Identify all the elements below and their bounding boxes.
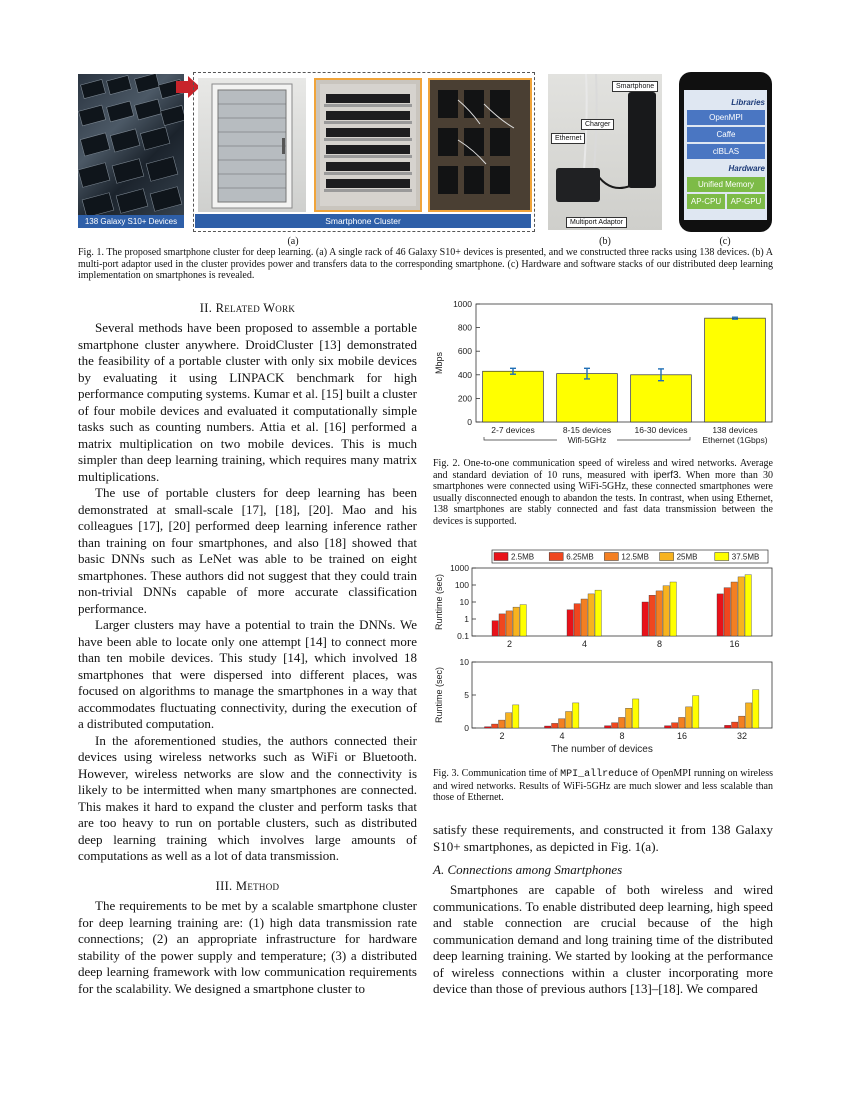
x-tick-label: 2 <box>499 731 505 741</box>
phones-illustration <box>78 74 184 228</box>
y-tick-label: 0.1 <box>457 631 469 641</box>
ethernet-tag: Ethernet <box>551 133 585 144</box>
section-method-heading <box>78 879 417 894</box>
ap-cpu-box: AP-CPU <box>687 194 725 209</box>
paragraph: Larger clusters may have a potential to train the DNNs. We have been able to locate only one attempt [14] to connect more than ten mobile devices. This study [14], which involved 18 smartphones that were dispersed into different places, was focused on algorithms to manage the smartphones in a way that accommodates fluctuating connectivity, during the execution of a distributed computation. <box>78 617 417 731</box>
x-tick-label: 32 <box>736 731 748 741</box>
fig3-caption <box>433 768 773 804</box>
y-tick-label: 200 <box>457 393 472 404</box>
y-tick-label: 1000 <box>453 299 472 309</box>
hardware-title: Hardware <box>728 164 765 173</box>
bar <box>642 602 648 636</box>
legend-swatch <box>715 553 729 561</box>
bar <box>731 582 737 636</box>
bar <box>566 712 572 729</box>
x-tick-label: 8 <box>656 639 663 649</box>
caption-code: MPI_allreduce <box>560 769 639 780</box>
x-tick-label: 16 <box>729 639 740 649</box>
subfig-b-label: (b) <box>599 236 611 247</box>
x-tick-label: 138 devices <box>712 425 758 435</box>
bar <box>665 726 671 728</box>
x-tick-label: 2-7 devices <box>491 425 535 435</box>
libraries-title: Libraries <box>731 98 765 107</box>
legend-label: 37.5MB <box>731 552 760 562</box>
caption-text: . When more than 30 smartphones were connected using WiFi-5GHz, these connected smartphones were usually disconnected enough to abandon the tests. In contrast, when using Ethernet, 138 smartphones are stably connected and fast data transmission between the devices is supported. <box>433 469 773 527</box>
bar <box>492 724 498 728</box>
shelf-closeup-photo <box>428 78 532 212</box>
rack-photo <box>198 78 306 212</box>
legend-swatch <box>660 553 674 561</box>
bar <box>567 610 573 636</box>
bar <box>552 723 558 728</box>
bar <box>520 605 526 636</box>
y-tick-label: 600 <box>457 346 472 357</box>
bar <box>506 611 512 636</box>
caption-tool: iperf3 <box>653 469 679 481</box>
rack-open-photo <box>314 78 422 212</box>
figure-3-chart <box>430 544 780 764</box>
y-tick-label: 10 <box>459 657 469 667</box>
paragraph: Smartphones are capable of both wireless and wired communications. To enable distributed deep learning, high speed and stable connection are crucial because of the high communication demand and long training time of the distributed deep learning training. We started by looking at the performance of wireless connections within a cluster incorporating more device than those of previous authors [13]–[18]. We compared <box>433 882 773 996</box>
legend-label: 12.5MB <box>621 552 649 562</box>
bar <box>588 594 594 636</box>
figure-1 <box>78 72 773 248</box>
bar <box>499 720 505 728</box>
paragraph: Several methods have been proposed to assemble a portable smartphone cluster anywhere. DroidCluster [13] demonstrated the feasibility of a portable cluster with only six mobile devices by evaluating it using LINPACK benchmark for high performance computing systems. Kumar et al. [15] built a cluster of four mobile devices and evaluated it computationally simple tasks such as counting numbers. Attia et al. [16] performed a matrix multiplication on two mobile devices. This is much simpler than deep learning training, which requires many matrix multiplications. <box>78 320 417 484</box>
bar <box>746 703 752 728</box>
y-tick-label: 5 <box>464 690 469 700</box>
caption-text: Fig. 3. Communication time of <box>433 768 561 779</box>
legend-label: 25MB <box>676 552 698 562</box>
y-axis-label: Runtime (sec) <box>434 573 444 631</box>
adaptor-illustration <box>548 74 662 230</box>
bar <box>738 577 744 636</box>
paragraph: The use of portable clusters for deep learning has been demonstrated at small-scale [17], [18], [20]. Mao and his colleagues [17], [20] performed deep learning inference rather than training on four smartphones, and also [18] showed that basic DNNs such as LeNet was able to be trained on eight smartphones. These authors did not suggest that they could train non-trivial DNNs capable of more accurate classification performance. <box>78 485 417 616</box>
x-tick-label: 16-30 devices <box>634 425 688 435</box>
caption-text: of OpenMPI running on wireless and wired networks. Results of WiFi-5GHz are much slower and less scalable than those of Ethernet. <box>433 768 773 804</box>
section-number: II. <box>199 301 216 315</box>
method-body <box>78 898 417 997</box>
figure-2-chart <box>430 296 780 454</box>
bar <box>633 699 639 728</box>
related-work-body <box>78 320 417 865</box>
clblas-box: clBLAS <box>687 144 765 159</box>
y-axis-label: Runtime (sec) <box>434 666 444 724</box>
charger-tag: Charger <box>581 119 614 130</box>
legend-label: 6.25MB <box>566 552 594 562</box>
bar <box>717 594 723 636</box>
connections-body <box>433 882 773 998</box>
bar <box>557 374 618 422</box>
legend-swatch <box>549 553 563 561</box>
y-tick-label: 400 <box>457 369 472 380</box>
bar <box>693 696 699 728</box>
x-tick-label: 4 <box>581 639 588 649</box>
bar <box>705 318 766 422</box>
multiport-tag: Multiport Adaptor <box>566 217 627 228</box>
bar <box>513 705 519 728</box>
bar <box>739 716 745 728</box>
paragraph: In the aforementioned studies, the authors connected their devices using wireless networks such as WiFi or Bluetooth. However, wireless networks are slow and the connectivity is likely to be intermitted when many smartphones are connected. This makes it hard to expand the cluster and perform tasks that are too heavy to run on portable clusters, such as distributed deep learning training which involves large amounts of computations as well as a lot of data transmission. <box>78 732 417 863</box>
stack-diagram <box>679 72 772 232</box>
bar <box>506 713 512 728</box>
fig1-caption: Fig. 1. The proposed smartphone cluster for deep learning. (a) A single rack of 46 Galaxy S10+ devices is presented, and we constructed three racks using 138 devices. (b) A multi-port adaptor used in the cluster provides power and transfers data to the corresponding smartphone. (c) Hardware and software stacks of our distributed deep learning implementation on smartphones is revealed. <box>78 247 773 282</box>
y-tick-label: 1000 <box>450 563 469 573</box>
smartphone-tag: Smartphone <box>612 81 658 92</box>
paragraph: The requirements to be met by a scalable smartphone cluster for deep learning training are: (1) high data transmission rate connections; (2) an appropriate infrastructure for hardware stability of the power supply and temperature; (3) a distributed deep learning framework with low communication requirements for the scalability. We designed a smartphone cluster to <box>78 898 417 996</box>
group-label: Ethernet (1Gbps) <box>702 435 768 445</box>
bar <box>670 582 676 636</box>
y-tick-label: 100 <box>454 580 469 590</box>
legend-label: 2.5MB <box>511 552 535 562</box>
bar <box>686 707 692 728</box>
bar <box>573 703 579 728</box>
bar <box>619 717 625 728</box>
x-tick-label: 4 <box>559 731 565 741</box>
bar <box>631 375 692 422</box>
bar <box>745 575 751 636</box>
bar <box>492 621 498 636</box>
subfig-c-label: (c) <box>719 236 731 247</box>
openmpi-box: OpenMPI <box>687 110 765 125</box>
bar <box>581 599 587 636</box>
section-title: Method <box>235 879 280 893</box>
bar <box>483 371 544 422</box>
section-title: Related Work <box>215 301 296 315</box>
y-tick-label: 800 <box>457 322 472 333</box>
bar <box>485 727 491 728</box>
bar <box>649 595 655 636</box>
cluster-label: Smartphone Cluster <box>195 214 531 228</box>
x-tick-label: 16 <box>676 731 688 741</box>
fig2-caption <box>433 458 773 528</box>
bar <box>656 591 662 636</box>
section-number: III. <box>215 879 236 893</box>
group-label: Wifi-5GHz <box>567 435 607 445</box>
y-axis-label: Mbps <box>434 351 444 375</box>
x-tick-label: 8 <box>619 731 625 741</box>
bar <box>574 604 580 636</box>
bar <box>679 717 685 728</box>
y-tick-label: 0 <box>464 723 469 733</box>
x-tick-label: 2 <box>506 639 513 649</box>
section-related-work-heading <box>78 301 417 316</box>
continuation-body <box>433 822 773 855</box>
bar <box>753 690 759 728</box>
bar <box>559 719 565 728</box>
paragraph: satisfy these requirements, and constructed it from 138 Galaxy S10+ smartphones, as depicted in Fig. 1(a). <box>433 822 773 854</box>
bar <box>672 723 678 728</box>
y-tick-label: 10 <box>459 597 469 607</box>
x-tick-label: 8-15 devices <box>562 425 612 435</box>
bar <box>732 722 738 728</box>
bar <box>545 726 551 728</box>
subfig-a-label: (a) <box>287 236 299 247</box>
bar <box>626 708 632 728</box>
y-tick-label: 1 <box>464 614 469 624</box>
x-axis-label: The number of devices <box>551 744 653 755</box>
bar <box>605 726 611 728</box>
bar <box>595 590 601 636</box>
ap-gpu-box: AP-GPU <box>727 194 765 209</box>
phones-photo <box>78 74 184 228</box>
y-tick-label: 0 <box>467 417 472 427</box>
caption-text: Fig. 2. One-to-one communication speed of wireless and wired networks. Average and standard deviation of 10 runs, measured with <box>433 458 773 481</box>
bar <box>663 586 669 636</box>
bar <box>499 614 505 636</box>
legend-swatch <box>494 553 508 561</box>
bar <box>513 607 519 636</box>
subsection-heading: A. Connections among Smartphones <box>433 862 623 877</box>
unified-memory-box: Unified Memory <box>687 177 765 192</box>
bar <box>725 725 731 728</box>
devices-label: 138 Galaxy S10+ Devices <box>78 215 184 228</box>
bar <box>724 588 730 636</box>
bar <box>612 723 618 728</box>
legend-swatch <box>604 553 618 561</box>
caffe-box: Caffe <box>687 127 765 142</box>
